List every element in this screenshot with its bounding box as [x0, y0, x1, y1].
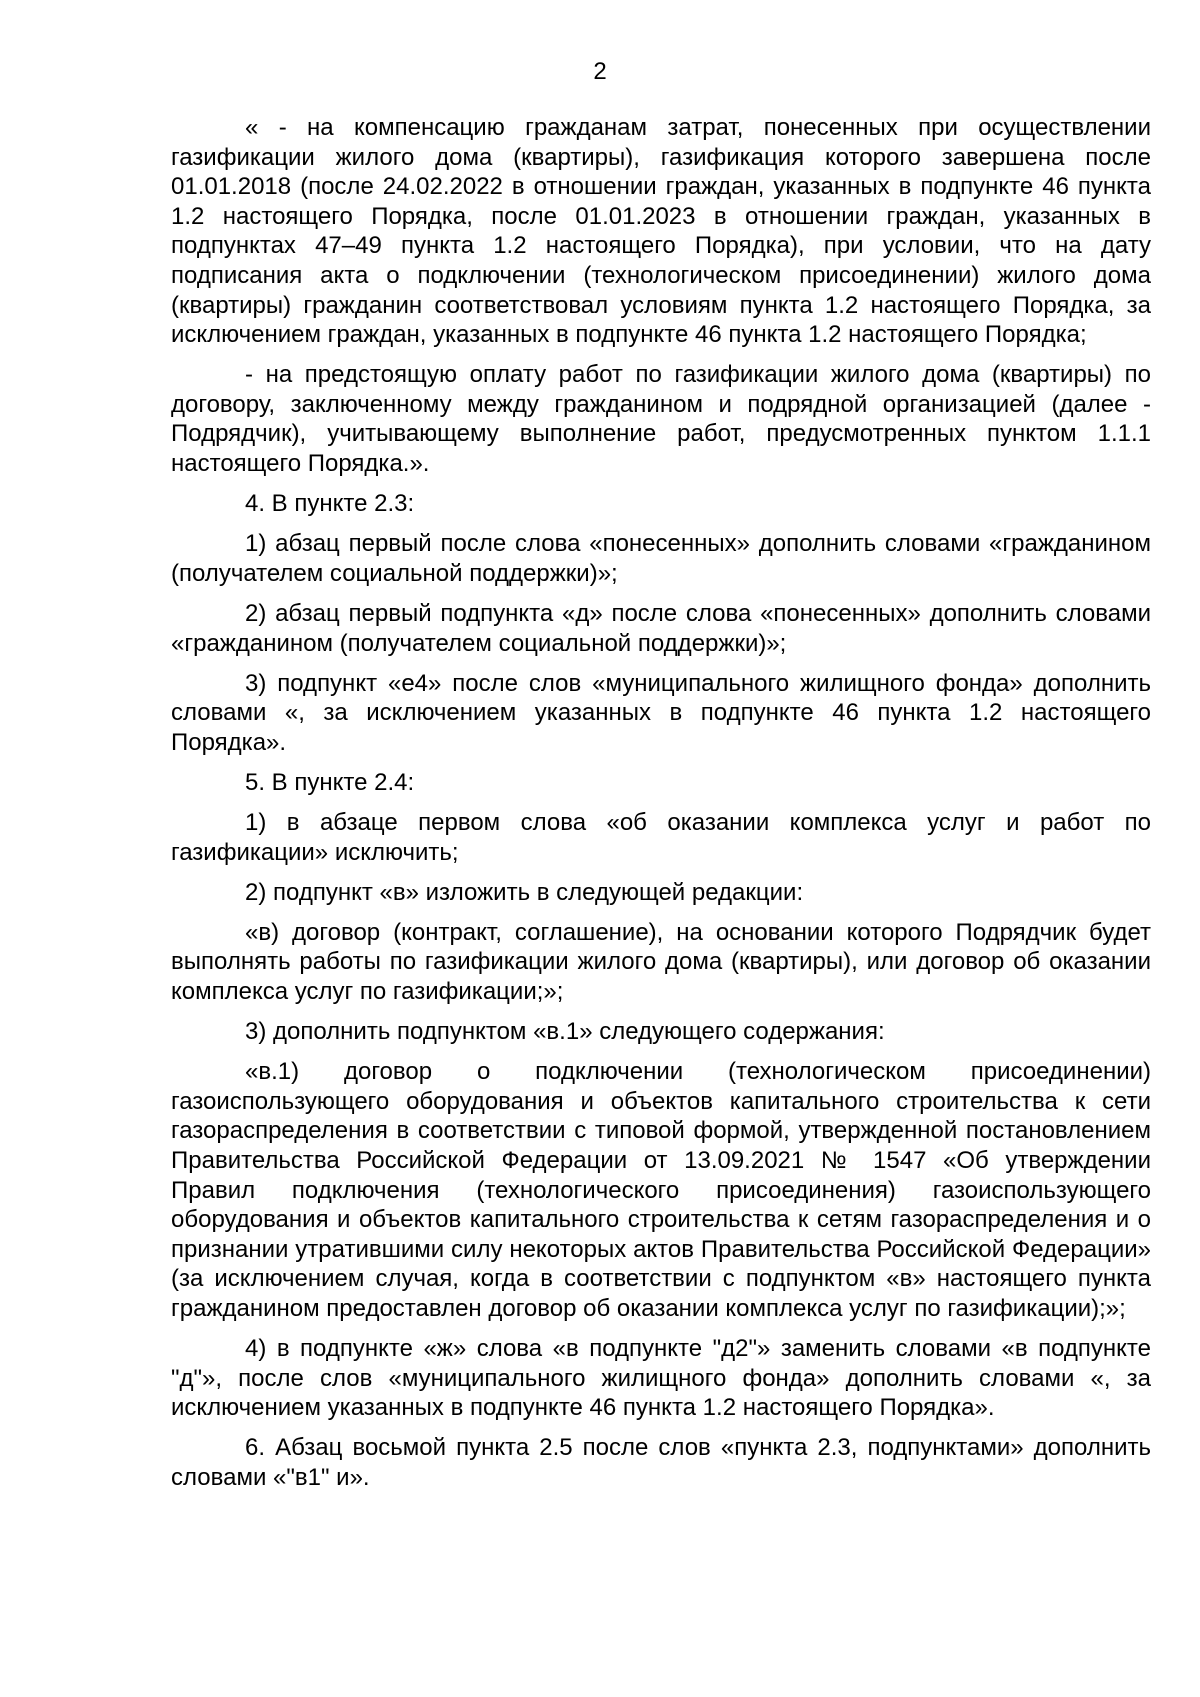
paragraph-item-5-1: 1) в абзаце первом слова «об оказании комплекса услуг и работ по газификации» исключить; [171, 808, 1151, 866]
paragraph-item-4-1: 1) абзац первый после слова «понесенных» дополнить словами «гражданином (получателем социальной поддержки)»; [171, 530, 1151, 587]
paragraph-item-4-3: 3) подпункт «е4» после слов «муниципального жилищного фонда» дополнить словами «, за исключением указанных в подпункте 46 пункта 1.2 настоящего Порядка». [171, 669, 1151, 756]
page-number: 2 [593, 58, 607, 85]
paragraph-item-5-3: 3) дополнить подпунктом «в.1» следующего содержания: [245, 1018, 885, 1046]
paragraph-upcoming-payment: - на предстоящую оплату работ по газификации жилого дома (квартиры) по договору, заключенному между гражданином и подрядной организацией (далее - Подрядчик), учитывающему выполнение работ, предусмотренных пунктом 1.1.1 настоящего Порядка.». [171, 361, 1151, 478]
paragraph-item-5-2: 2) подпункт «в» изложить в следующей редакции: [245, 878, 804, 906]
paragraph-item-6: 6. Абзац восьмой пункта 2.5 после слов «пункта 2.3, подпунктами» дополнить словами «"в1" и». [171, 1434, 1151, 1491]
paragraph-intro-compensation: « - на компенсацию гражданам затрат, понесенных при осуществлении газификации жилого дома (квартиры), газификация которого завершена после 01.01.2018 (после 24.02.2022 в отношении граждан, указанных в подпункте 46 пункта 1.2 настоящего Порядка, после 01.01.2023 в отношении граждан, указанных в подпунктах 47–49 пункта 1.2 настоящего Порядка), при условии, что на дату подписания акта о подключении (технологическом присоединении) жилого дома (квартиры) гражданин соответствовал условиям пункта 1.2 настоящего Порядка, за исключением граждан, указанных в подпункте 46 пункта 1.2 настоящего Порядка; [171, 114, 1151, 349]
paragraph-item-4-heading: 4. В пункте 2.3: [245, 490, 415, 518]
paragraph-item-5-heading: 5. В пункте 2.4: [245, 768, 415, 796]
paragraph-item-4-2: 2) абзац первый подпункта «д» после слова «понесенных» дополнить словами «гражданином (получателем социальной поддержки)»; [171, 599, 1151, 657]
paragraph-subitem-v: «в) договор (контракт, соглашение), на основании которого Подрядчик будет выполнять работы по газификации жилого дома (квартиры), или договор об оказании комплекса услуг по газификации;»; [171, 918, 1151, 1005]
paragraph-subitem-v1: «в.1) договор о подключении (технологическом присоединении) газоиспользующего оборудования и объектов капитального строительства к сети газораспределения в соответствии с типовой формой, утвержденной постановлением Правительства Российской Федерации от 13.09.2021 № 1547 «Об утверждении Правил подключения (технологического присоединения) газоиспользующего оборудования и объектов капитального строительства к сетям газораспределения и о признании утратившими силу некоторых актов Правительства Российской Федерации» (за исключением случая, когда в соответствии с подпунктом «в» настоящего пункта гражданином предоставлен договор об оказании комплекса услуг по газификации);»; [171, 1058, 1151, 1322]
document-body [171, 113, 1151, 1503]
paragraph-item-5-4: 4) в подпункте «ж» слова «в подпункте "д2"» заменить словами «в подпункте "д"», после слов «муниципального жилищного фонда» дополнить словами «, за исключением указанных в подпункте 46 пункта 1.2 настоящего Порядка». [171, 1334, 1151, 1422]
